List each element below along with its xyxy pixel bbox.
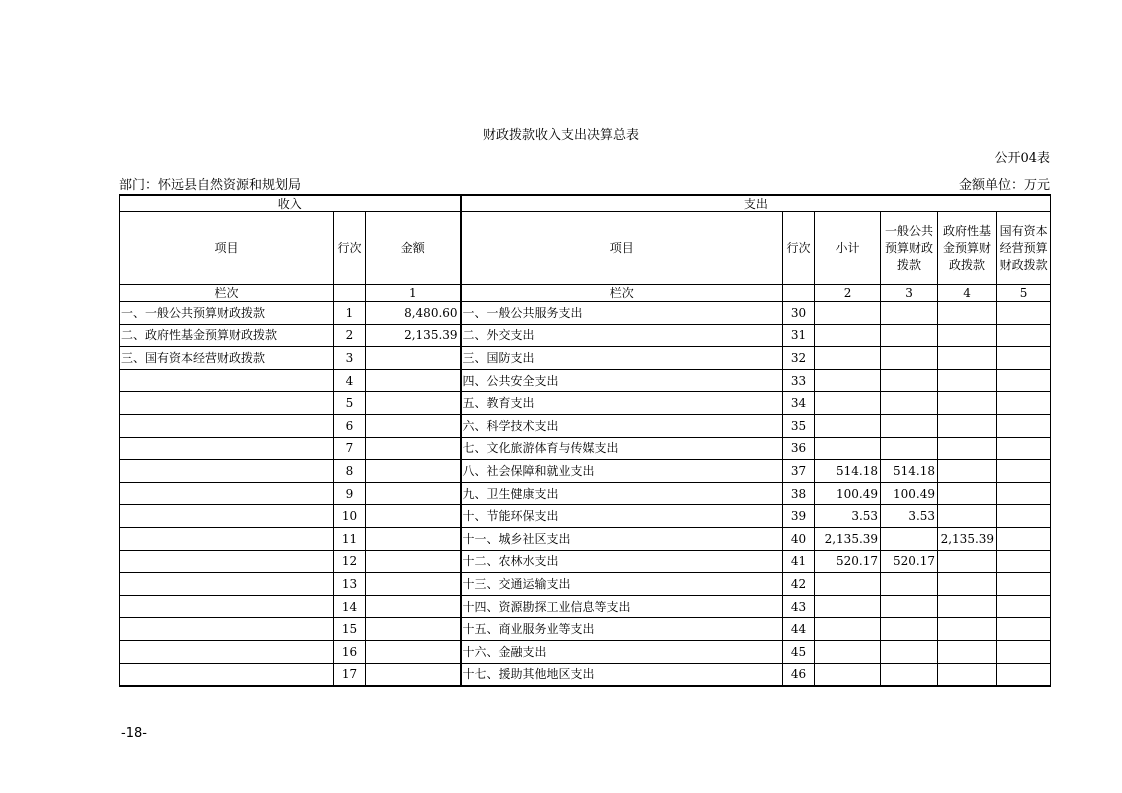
expense-item-cell: 五、教育支出 <box>461 392 783 415</box>
income-row-number: 10 <box>334 505 366 528</box>
subtotal-cell <box>815 663 881 686</box>
table-row <box>120 369 1051 392</box>
expense-row-number: 40 <box>783 527 815 550</box>
income-row-number: 13 <box>334 573 366 596</box>
income-row-number: 4 <box>334 369 366 392</box>
col-index-4: 4 <box>938 285 997 302</box>
expense-row-number: 33 <box>783 369 815 392</box>
income-item-cell <box>120 437 334 460</box>
general-budget-cell <box>881 527 938 550</box>
subtotal-cell: 514.18 <box>815 460 881 483</box>
table-row <box>120 505 1051 528</box>
table-row <box>120 392 1051 415</box>
income-item-cell <box>120 618 334 641</box>
income-row-number: 16 <box>334 640 366 663</box>
expense-item-cell: 八、社会保障和就业支出 <box>461 460 783 483</box>
state-capital-cell <box>997 573 1051 596</box>
general-budget-cell <box>881 437 938 460</box>
state-capital-cell <box>997 347 1051 370</box>
col-header-fund-budget: 政府性基金预算财政拨款 <box>938 212 997 285</box>
fund-budget-cell <box>938 505 997 528</box>
col-index-empty <box>334 285 366 302</box>
table-row <box>120 573 1051 596</box>
income-item-cell <box>120 414 334 437</box>
fund-budget-cell <box>938 573 997 596</box>
expense-row-number: 45 <box>783 640 815 663</box>
col-index-1: 1 <box>366 285 461 302</box>
table-row <box>120 347 1051 370</box>
expense-row-number: 46 <box>783 663 815 686</box>
col-index-5: 5 <box>997 285 1051 302</box>
expense-item-cell: 十三、交通运输支出 <box>461 573 783 596</box>
general-budget-cell <box>881 640 938 663</box>
general-budget-cell: 3.53 <box>881 505 938 528</box>
income-row-number: 9 <box>334 482 366 505</box>
expense-row-number: 43 <box>783 595 815 618</box>
table-row <box>120 482 1051 505</box>
income-amount-cell <box>366 550 461 573</box>
income-item-cell <box>120 369 334 392</box>
income-row-number: 3 <box>334 347 366 370</box>
table-row <box>120 640 1051 663</box>
income-amount-cell <box>366 369 461 392</box>
col-index-2: 2 <box>815 285 881 302</box>
subtotal-cell <box>815 324 881 347</box>
income-item-cell <box>120 392 334 415</box>
expense-item-cell: 十、节能环保支出 <box>461 505 783 528</box>
expense-item-cell: 九、卫生健康支出 <box>461 482 783 505</box>
fund-budget-cell <box>938 595 997 618</box>
state-capital-cell <box>997 460 1051 483</box>
fund-budget-cell <box>938 347 997 370</box>
fund-budget-cell <box>938 460 997 483</box>
income-amount-cell: 2,135.39 <box>366 324 461 347</box>
col-header-state-capital: 国有资本经营预算财政拨款 <box>997 212 1051 285</box>
expense-row-number: 35 <box>783 414 815 437</box>
income-item-cell <box>120 527 334 550</box>
col-header-general-budget: 一般公共预算财政拨款 <box>881 212 938 285</box>
fund-budget-cell <box>938 663 997 686</box>
state-capital-cell <box>997 324 1051 347</box>
state-capital-cell <box>997 302 1051 325</box>
department-label: 部门：怀远县自然资源和规划局 <box>119 178 302 193</box>
table-row <box>120 550 1051 573</box>
subtotal-cell <box>815 618 881 641</box>
expense-item-cell: 六、科学技术支出 <box>461 414 783 437</box>
general-budget-cell <box>881 663 938 686</box>
appropriation-summary-table <box>119 194 1051 687</box>
col-index-3: 3 <box>881 285 938 302</box>
fund-budget-cell <box>938 414 997 437</box>
state-capital-cell <box>997 392 1051 415</box>
state-capital-cell <box>997 595 1051 618</box>
income-amount-cell <box>366 618 461 641</box>
expense-item-cell: 十四、资源勘探工业信息等支出 <box>461 595 783 618</box>
income-amount-cell <box>366 640 461 663</box>
fund-budget-cell <box>938 618 997 641</box>
subtotal-cell: 2,135.39 <box>815 527 881 550</box>
expense-row-number: 36 <box>783 437 815 460</box>
income-amount-cell <box>366 414 461 437</box>
expense-row-number: 38 <box>783 482 815 505</box>
fund-budget-cell <box>938 550 997 573</box>
expense-item-cell: 十五、商业服务业等支出 <box>461 618 783 641</box>
expense-row-number: 34 <box>783 392 815 415</box>
subtotal-cell <box>815 437 881 460</box>
col-index-label-expense: 栏次 <box>461 285 783 302</box>
table-row <box>120 527 1051 550</box>
income-item-cell <box>120 460 334 483</box>
expense-item-cell: 二、外交支出 <box>461 324 783 347</box>
expense-row-number: 42 <box>783 573 815 596</box>
subtotal-cell <box>815 392 881 415</box>
income-amount-cell <box>366 482 461 505</box>
income-item-cell <box>120 550 334 573</box>
general-budget-cell <box>881 414 938 437</box>
expense-item-cell: 十六、金融支出 <box>461 640 783 663</box>
table-row <box>120 595 1051 618</box>
income-amount-cell <box>366 460 461 483</box>
table-row <box>120 460 1051 483</box>
subtotal-cell: 3.53 <box>815 505 881 528</box>
col-header-income-row: 行次 <box>334 212 366 285</box>
income-item-cell <box>120 663 334 686</box>
income-row-number: 12 <box>334 550 366 573</box>
state-capital-cell <box>997 640 1051 663</box>
income-item-cell: 二、政府性基金预算财政拨款 <box>120 324 334 347</box>
income-section-header: 收入 <box>120 195 461 212</box>
income-row-number: 6 <box>334 414 366 437</box>
expense-item-cell: 十七、援助其他地区支出 <box>461 663 783 686</box>
general-budget-cell <box>881 324 938 347</box>
state-capital-cell <box>997 618 1051 641</box>
income-amount-cell <box>366 595 461 618</box>
income-amount-cell <box>366 347 461 370</box>
col-header-expense-row: 行次 <box>783 212 815 285</box>
fund-budget-cell <box>938 369 997 392</box>
expense-row-number: 39 <box>783 505 815 528</box>
subtotal-cell <box>815 414 881 437</box>
expense-item-cell: 十一、城乡社区支出 <box>461 527 783 550</box>
col-index-empty-expense <box>783 285 815 302</box>
general-budget-cell <box>881 618 938 641</box>
expense-row-number: 31 <box>783 324 815 347</box>
state-capital-cell <box>997 369 1051 392</box>
header-row-columns <box>120 212 1051 285</box>
table-row <box>120 414 1051 437</box>
general-budget-cell: 520.17 <box>881 550 938 573</box>
income-amount-cell <box>366 527 461 550</box>
table-row <box>120 324 1051 347</box>
income-amount-cell <box>366 505 461 528</box>
income-amount-cell <box>366 573 461 596</box>
state-capital-cell <box>997 437 1051 460</box>
state-capital-cell <box>997 482 1051 505</box>
general-budget-cell: 514.18 <box>881 460 938 483</box>
income-item-cell <box>120 640 334 663</box>
subtotal-cell <box>815 347 881 370</box>
col-index-label: 栏次 <box>120 285 334 302</box>
page-number: -18- <box>121 726 147 741</box>
subtotal-cell <box>815 595 881 618</box>
table-row <box>120 437 1051 460</box>
fund-budget-cell <box>938 482 997 505</box>
col-header-subtotal: 小计 <box>815 212 881 285</box>
expense-item-cell: 一、一般公共服务支出 <box>461 302 783 325</box>
fund-budget-cell: 2,135.39 <box>938 527 997 550</box>
income-row-number: 11 <box>334 527 366 550</box>
expense-item-cell: 四、公共安全支出 <box>461 369 783 392</box>
income-row-number: 2 <box>334 324 366 347</box>
fund-budget-cell <box>938 437 997 460</box>
expense-row-number: 32 <box>783 347 815 370</box>
income-amount-cell <box>366 392 461 415</box>
subtotal-cell: 100.49 <box>815 482 881 505</box>
income-row-number: 1 <box>334 302 366 325</box>
table-row <box>120 302 1051 325</box>
table-row <box>120 663 1051 686</box>
subtotal-cell <box>815 302 881 325</box>
fund-budget-cell <box>938 640 997 663</box>
col-header-income-item: 项目 <box>120 212 334 285</box>
income-item-cell <box>120 505 334 528</box>
header-row-sections <box>120 195 1051 212</box>
income-row-number: 5 <box>334 392 366 415</box>
income-item-cell <box>120 482 334 505</box>
income-item-cell: 一、一般公共预算财政拨款 <box>120 302 334 325</box>
expense-item-cell: 十二、农林水支出 <box>461 550 783 573</box>
general-budget-cell <box>881 392 938 415</box>
general-budget-cell <box>881 595 938 618</box>
general-budget-cell: 100.49 <box>881 482 938 505</box>
income-amount-cell: 8,480.60 <box>366 302 461 325</box>
subtotal-cell <box>815 369 881 392</box>
state-capital-cell <box>997 550 1051 573</box>
income-row-number: 14 <box>334 595 366 618</box>
fund-budget-cell <box>938 324 997 347</box>
general-budget-cell <box>881 369 938 392</box>
subtotal-cell <box>815 640 881 663</box>
expense-row-number: 44 <box>783 618 815 641</box>
expense-section-header: 支出 <box>461 195 1051 212</box>
expense-row-number: 30 <box>783 302 815 325</box>
expense-item-cell: 七、文化旅游体育与传媒支出 <box>461 437 783 460</box>
general-budget-cell <box>881 573 938 596</box>
fund-budget-cell <box>938 392 997 415</box>
subtotal-cell: 520.17 <box>815 550 881 573</box>
general-budget-cell <box>881 347 938 370</box>
income-amount-cell <box>366 663 461 686</box>
state-capital-cell <box>997 527 1051 550</box>
income-row-number: 8 <box>334 460 366 483</box>
col-header-expense-item: 项目 <box>461 212 783 285</box>
state-capital-cell <box>997 663 1051 686</box>
state-capital-cell <box>997 414 1051 437</box>
income-row-number: 7 <box>334 437 366 460</box>
fund-budget-cell <box>938 302 997 325</box>
income-amount-cell <box>366 437 461 460</box>
header-row-index <box>120 285 1051 302</box>
table-title: 财政拨款收入支出决算总表 <box>482 128 639 143</box>
income-row-number: 17 <box>334 663 366 686</box>
state-capital-cell <box>997 505 1051 528</box>
expense-item-cell: 三、国防支出 <box>461 347 783 370</box>
income-item-cell: 三、国有资本经营财政拨款 <box>120 347 334 370</box>
income-item-cell <box>120 595 334 618</box>
income-item-cell <box>120 573 334 596</box>
currency-unit-label: 金额单位：万元 <box>958 178 1050 193</box>
expense-row-number: 41 <box>783 550 815 573</box>
expense-row-number: 37 <box>783 460 815 483</box>
form-number: 公开04表 <box>994 151 1050 166</box>
subtotal-cell <box>815 573 881 596</box>
income-row-number: 15 <box>334 618 366 641</box>
general-budget-cell <box>881 302 938 325</box>
table-row <box>120 618 1051 641</box>
col-header-income-amount: 金额 <box>366 212 461 285</box>
